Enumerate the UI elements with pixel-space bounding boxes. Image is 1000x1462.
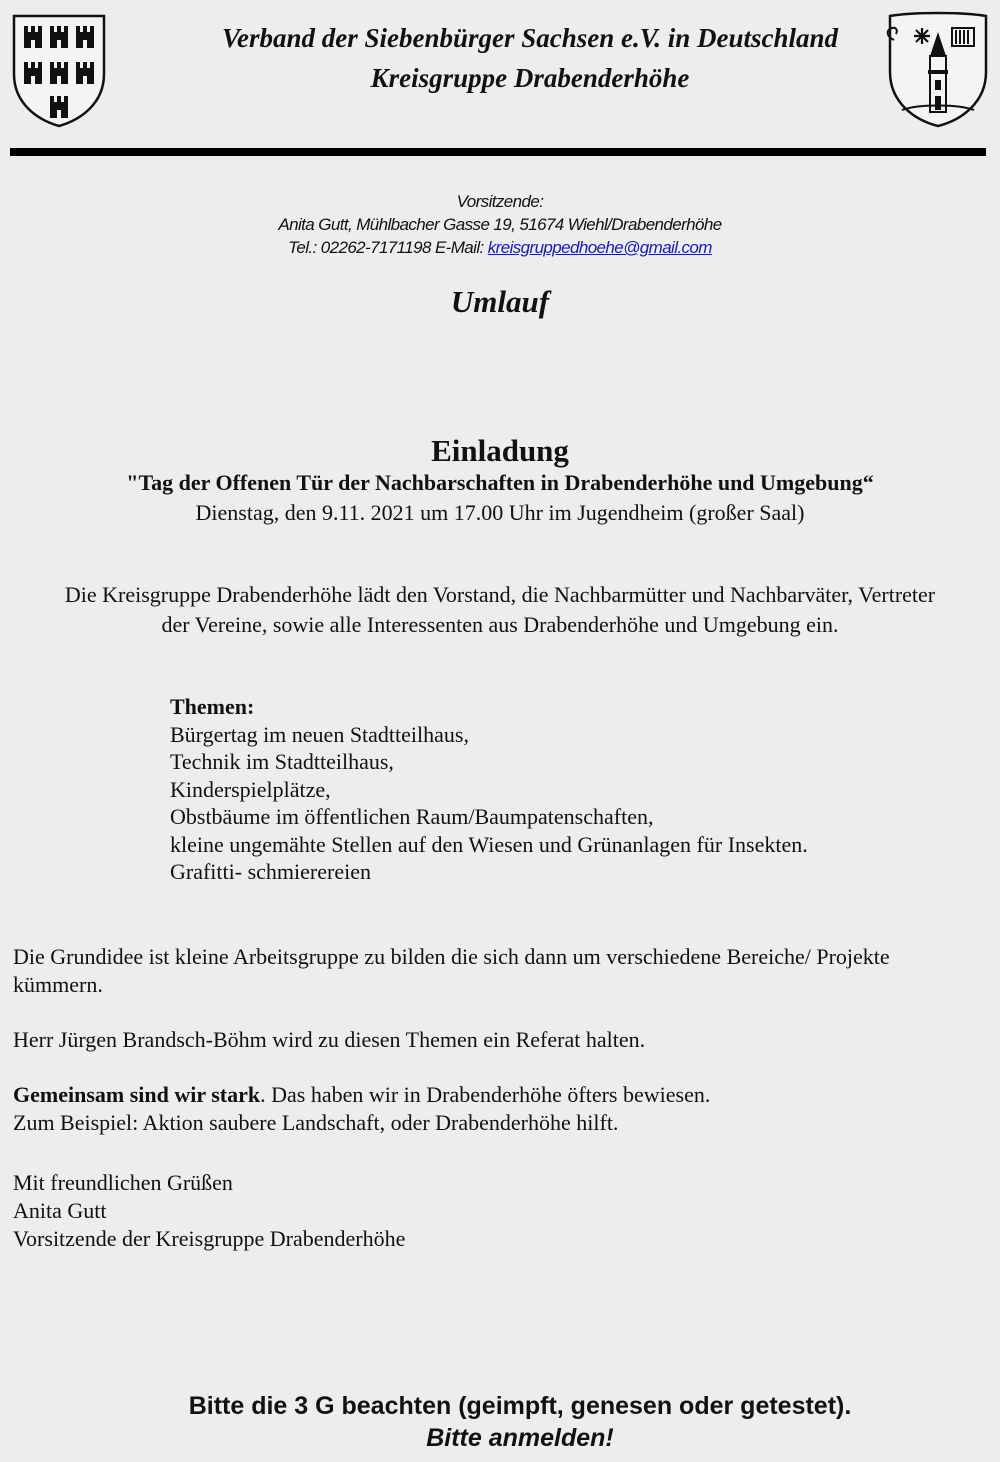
footer-notice	[20, 1390, 1000, 1454]
themen-heading: Themen:	[170, 694, 255, 719]
contact-phone: Tel.: 02262-7171198 E-Mail:	[288, 238, 488, 257]
stark-paragraph	[13, 1081, 988, 1137]
intro-line: Die Kreisgruppe Drabenderhöhe lädt den Vorstand, die Nachbarmütter und Nachbarväter, Vertreter	[64, 582, 936, 607]
email-link[interactable]: kreisgruppedhoehe@gmail.com	[487, 238, 712, 257]
beispiel-line: Zum Beispiel: Aktion saubere Landschaft, oder Drabenderhöhe hilft.	[13, 1110, 619, 1135]
stark-line	[13, 1081, 988, 1109]
themen-item: Kinderspielplätze,	[170, 776, 331, 802]
header-divider	[10, 148, 986, 156]
org-subunit: Kreisgruppe Drabenderhöhe	[370, 63, 690, 93]
themen-item: Technik im Stadtteilhaus,	[170, 749, 394, 774]
drabenderhoehe-crest-icon	[884, 10, 992, 130]
contact-role: Vorsitzende:	[456, 192, 544, 211]
grundidee-line: Die Grundidee ist kleine Arbeitsgruppe zu bilden die sich dann um verschiedene Bereiche/ Projekte	[13, 944, 890, 969]
closing-name: Anita Gutt	[13, 1198, 107, 1223]
org-name: Verband der Siebenbürger Sachsen e.V. in Deutschland	[221, 23, 839, 53]
footer-register: Bitte anmelden!	[426, 1424, 614, 1452]
invitation-date: Dienstag, den 9.11. 2021 um 17.00 Uhr im Jugendheim (großer Saal)	[195, 500, 805, 525]
stark-bold: Gemeinsam sind wir stark	[13, 1082, 261, 1107]
themen-item: Bürgertag im neuen Stadtteilhaus,	[170, 721, 469, 747]
invitation-heading: Einladung	[431, 433, 569, 468]
themen-item: Obstbäume im öffentlichen Raum/Baumpatenschaften,	[170, 804, 654, 829]
themen-list	[170, 693, 808, 886]
closing-block	[13, 1169, 988, 1253]
stark-rest: . Das haben wir in Drabenderhöhe öfters bewiesen.	[260, 1082, 711, 1107]
umlauf-label: Umlauf	[450, 284, 550, 319]
invitation-subtitle: "Tag der Offenen Tür der Nachbarschaften in Drabenderhöhe und Umgebung“	[126, 470, 874, 495]
siebenbuergen-crest-icon	[10, 12, 108, 130]
themen-item: kleine ungemähte Stellen auf den Wiesen und Grünanlagen für Insekten.	[170, 831, 808, 857]
contact-address: Anita Gutt, Mühlbacher Gasse 19, 51674 Wiehl/Drabenderhöhe	[278, 215, 722, 234]
intro-line: der Vereine, sowie alle Interessenten aus Drabenderhöhe und Umgebung ein.	[161, 612, 839, 637]
grundidee-line: kümmern.	[13, 972, 103, 997]
closing-title: Vorsitzende der Kreisgruppe Drabenderhöhe	[13, 1226, 406, 1251]
referat-line: Herr Jürgen Brandsch-Böhm wird zu diesen Themen ein Referat halten.	[13, 1027, 646, 1052]
closing-greeting: Mit freundlichen Grüßen	[13, 1170, 233, 1195]
footer-3g-rule: Bitte die 3 G beachten (geimpft, genesen oder getestet).	[188, 1392, 852, 1420]
themen-item: Grafitti- schmierereien	[170, 859, 371, 884]
contact-phone-email	[0, 237, 1000, 259]
grundidee-paragraph	[13, 943, 988, 999]
